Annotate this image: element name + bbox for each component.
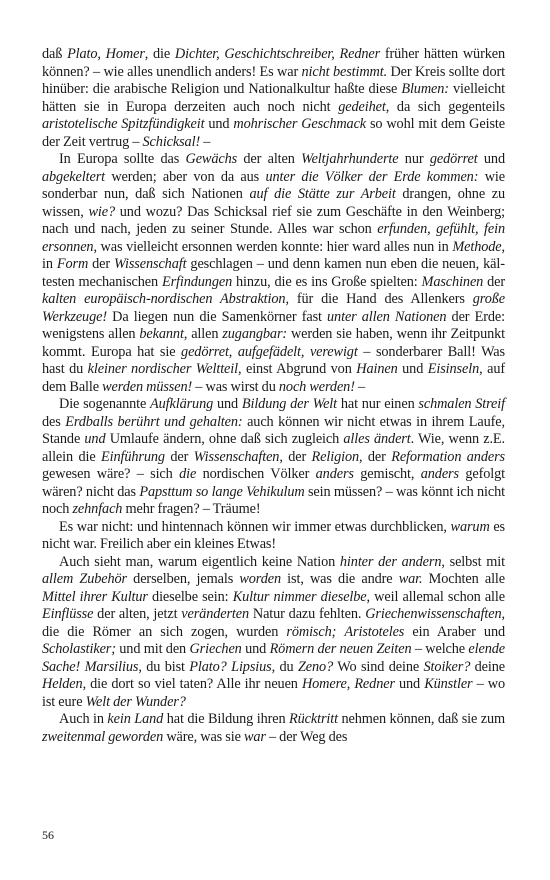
text-run: , die die Römer an sich zogen, wurden (42, 606, 505, 640)
emphasis-text: war (243, 728, 266, 745)
text-run: geschlagen – und denn kamen nun eben die neuen, kältesten mechanischen (42, 256, 505, 290)
emphasis-text: Wissenschaften (193, 448, 280, 465)
emphasis-text: Plato, Homer (67, 46, 145, 62)
text-run: vielleicht hätten sie in Europa derzeiten auch noch nicht (42, 81, 505, 115)
emphasis-text: wie? (88, 203, 115, 220)
text-run: Auch sieht man, warum eigentlich keine Nation (59, 553, 340, 570)
emphasis-text: warum (450, 518, 490, 535)
emphasis-text: schmalen Streif (418, 396, 505, 412)
emphasis-text: Römern der neuen Zeiten (269, 641, 412, 657)
text-run: , auf dem Balle (42, 361, 505, 395)
emphasis-text: elende Sache! Marsilius (42, 641, 505, 675)
emphasis-text: Aufklärung (150, 396, 214, 412)
emphasis-text: Aristoteles (344, 623, 405, 640)
text-run: der (88, 256, 114, 272)
text-run: sein müssen? – was könnt ich nicht noch (42, 483, 506, 517)
text-run: der (483, 273, 505, 290)
emphasis-text: Weltjahrhunderte (301, 151, 399, 167)
text-run: , allen (183, 326, 223, 342)
emphasis-text: gedörret, aufgefädelt, verewigt (181, 343, 358, 360)
paragraph (42, 396, 505, 519)
text-run: In Europa sollte das (59, 151, 186, 167)
emphasis-text: Erfindungen (161, 273, 233, 290)
emphasis-text: Griechenwissenschaften (365, 606, 502, 622)
text-run: , die (144, 46, 175, 62)
text-run: wäre, was sie (163, 728, 244, 745)
emphasis-text: Reformation anders (391, 448, 505, 465)
text-run: und (241, 641, 270, 657)
text-run: , der (359, 448, 392, 465)
text-run: – wo ist eure (42, 676, 505, 710)
emphasis-text: Griechen (189, 641, 242, 657)
emphasis-text: Plato? Lipsius (189, 658, 272, 675)
text-run: der alten, jetzt (93, 606, 182, 622)
text-run: dieselbe sein: (147, 588, 233, 605)
text-run: derselben, jemals (126, 571, 240, 587)
emphasis-text: zehnfach (72, 501, 123, 517)
emphasis-text: Scholastiker; (42, 641, 116, 657)
emphasis-text: Erdballs berührt und gehalten: (65, 413, 243, 430)
emphasis-text: Religion (311, 448, 360, 465)
emphasis-text: zweitenmal geworden (42, 728, 164, 745)
emphasis-text: war. (398, 571, 423, 587)
page-body (42, 46, 505, 746)
text-run: hat die Bildung ihren (163, 711, 290, 727)
paragraph (42, 519, 505, 554)
emphasis-text: kalten europäisch-nordischen Abstraktion (42, 291, 286, 307)
emphasis-text: römisch; (286, 623, 337, 640)
emphasis-text: nicht bestimmt. (301, 63, 388, 80)
text-run: und (397, 361, 428, 377)
emphasis-text: Einführung (100, 448, 165, 465)
text-run: Der Kreis sollte dort hinüber: die arabische Religion und Nationalkultur haßte diese (42, 63, 505, 97)
text-run: der Erde: wenigstens allen (42, 308, 505, 342)
emphasis-text: Papsttum so lange Vehikulum (139, 483, 305, 500)
text-run: – welche (411, 641, 469, 657)
text-run: hat nur einen (337, 396, 419, 412)
text-run: – was wirst du (192, 378, 279, 395)
emphasis-text: Homere, Redner (301, 676, 395, 692)
text-run: werden sie haben, wenn ihr Zeitpunkt kommt. Europa hat sie (42, 326, 506, 360)
emphasis-text: Künstler (424, 676, 473, 692)
text-run: , du bist (138, 658, 190, 675)
emphasis-text: unter die Völker der Erde kommen: (265, 168, 479, 185)
emphasis-text: Bildung der Welt (241, 396, 338, 412)
text-run: und (394, 676, 425, 692)
text-run: werden; aber von da aus (105, 168, 266, 185)
text-run: . Wie, wenn z.E. allein die (42, 431, 505, 465)
text-run: mehr fragen? – Träume! (122, 501, 261, 517)
emphasis-text: worden (239, 571, 281, 587)
emphasis-text: kleiner nordischer Weltteil (87, 361, 238, 377)
text-run: gewesen wäre? – sich (42, 466, 180, 482)
text-run: Wo sind deine (333, 658, 424, 675)
emphasis-text: Hainen (356, 361, 398, 377)
text-run: , in (42, 238, 505, 272)
text-run: , einst Abgrund von (238, 361, 357, 377)
text-run: ein Araber und (404, 623, 506, 640)
emphasis-text: Stoiker? (423, 658, 471, 675)
text-run: nordischen Völker (196, 466, 316, 482)
text-run: nehmen können, daß sie zum (337, 711, 506, 727)
emphasis-text: auf die Stätte zur Arbeit (249, 186, 396, 202)
emphasis-text: Blumen: (401, 81, 449, 97)
text-run: und (477, 151, 505, 167)
text-run: so wohl mit dem Geiste der Zeit vertrug – (42, 116, 505, 150)
emphasis-text: Form (56, 256, 89, 272)
text-run: , weil allemal schon alle (366, 588, 505, 605)
text-run: auch können wir nicht etwas in ihrem Laufe, Stande (42, 413, 505, 447)
text-run: Mochten alle (422, 571, 505, 587)
text-run: Die sogenannte (59, 396, 151, 412)
text-run: und mit den (115, 641, 190, 657)
emphasis-text: abgekeltert (42, 168, 105, 185)
text-run: nur (398, 151, 430, 167)
text-run: des (42, 413, 66, 430)
text-run: es nicht war. Freilich aber ein kleines Etwas! (42, 518, 505, 552)
emphasis-text: zugangbar: (222, 326, 288, 342)
page-number: 56 (42, 828, 54, 842)
emphasis-text: Methode (452, 238, 502, 255)
text-run: Es war nicht: und hintennach können wir immer etwas durchblicken, (59, 518, 451, 535)
text-run: , die dort so viel taten? Alle ihr neuen (82, 676, 302, 692)
emphasis-text: alles ändert (343, 431, 411, 447)
emphasis-text: Einflüsse (42, 606, 94, 622)
text-run: wie sonderbar nun, daß sich Nationen (42, 168, 505, 202)
text-run: hinzu, die es ins Große spielten: (232, 273, 422, 290)
emphasis-text: veränderten (181, 606, 250, 622)
emphasis-text: hinter der andern (339, 553, 442, 570)
text-run: Da liegen nun die Samenkörner fast (106, 308, 328, 325)
paragraph (42, 151, 505, 396)
text-run: Natur dazu fehlten. (249, 606, 366, 622)
emphasis-text: Rücktritt (289, 711, 338, 727)
text-run: , für die Hand des Allenkers (285, 291, 473, 307)
emphasis-text: Dichter, Geschichtschreiber, Redner (174, 46, 381, 62)
emphasis-text: große Werkzeuge! (42, 291, 505, 325)
emphasis-text: allem Zubehör (42, 571, 127, 587)
text-run: – (200, 133, 211, 150)
text-run: gemischt, (353, 466, 421, 482)
text-run: , du (271, 658, 298, 675)
emphasis-text: kein Land (107, 711, 164, 727)
emphasis-text: mohrischer Geschmack (233, 116, 367, 132)
text-run: und (204, 116, 234, 132)
emphasis-text: gedeihet (338, 98, 386, 115)
emphasis-text: aristotelische Spitzfündigkeit (42, 116, 205, 132)
text-run: – (354, 378, 366, 395)
emphasis-text: Helden (42, 676, 83, 692)
emphasis-text: Gewächs (185, 151, 238, 167)
emphasis-text: werden müssen! (102, 378, 193, 395)
text-run: , der (279, 448, 312, 465)
text-run: und wozu? Das Schicksal rief sie zum Geschäfte in den Weinberg; nach und nach, jeden zu seiner Stunde. Alles war schon (42, 203, 505, 237)
text-run: , da sich gegenteils (385, 98, 505, 115)
text-run: – der Weg des (265, 728, 348, 745)
text-run: der alten (237, 151, 302, 167)
emphasis-text: Zeno? (297, 658, 334, 675)
text-run: deine (470, 658, 505, 675)
emphasis-text: erfunden, gefühlt, fein ersonnen (42, 221, 506, 255)
paragraph (42, 711, 505, 746)
emphasis-text: noch werden! (278, 378, 355, 395)
text-run: früher hätten würken können? – wie alles unendlich anders! Es war (42, 46, 505, 80)
paragraph (42, 554, 505, 712)
text-run: daß (42, 46, 68, 62)
emphasis-text: gedörret (429, 151, 478, 167)
emphasis-text: anders (315, 466, 354, 482)
text-run: Auch in (59, 711, 108, 727)
paragraph (42, 46, 505, 151)
emphasis-text: Schicksal! (142, 133, 201, 150)
emphasis-text: Eisinseln (427, 361, 480, 377)
text-run: – sonderbarer Ball! Was hast du (42, 343, 505, 377)
emphasis-text: die (179, 466, 197, 482)
emphasis-text: anders (420, 466, 459, 482)
text-run: , was vielleicht ersonnen werden konnte: hier ward alles nun in (93, 238, 453, 255)
emphasis-text: und (84, 431, 106, 447)
emphasis-text: Welt der Wunder? (85, 693, 186, 710)
text-run: und (213, 396, 242, 412)
emphasis-text: Kultur nimmer dieselbe (232, 588, 367, 605)
emphasis-text: Mittel ihrer Kultur (42, 588, 148, 605)
emphasis-text: unter allen Nationen (327, 308, 447, 325)
text-run: drangen, ohne zu wissen, (42, 186, 505, 220)
emphasis-text: Wissenschaft (114, 256, 187, 272)
emphasis-text: Maschinen (421, 273, 484, 290)
text-run: , selbst mit (441, 553, 505, 570)
text-run: Umlaufe ändern, ohne daß sich zugleich (105, 431, 344, 447)
text-run: gefolgt wären? nicht das (42, 466, 506, 500)
emphasis-text: bekannt (139, 326, 184, 342)
text-run: ist, was die andre (280, 571, 399, 587)
text-run: der (164, 448, 194, 465)
